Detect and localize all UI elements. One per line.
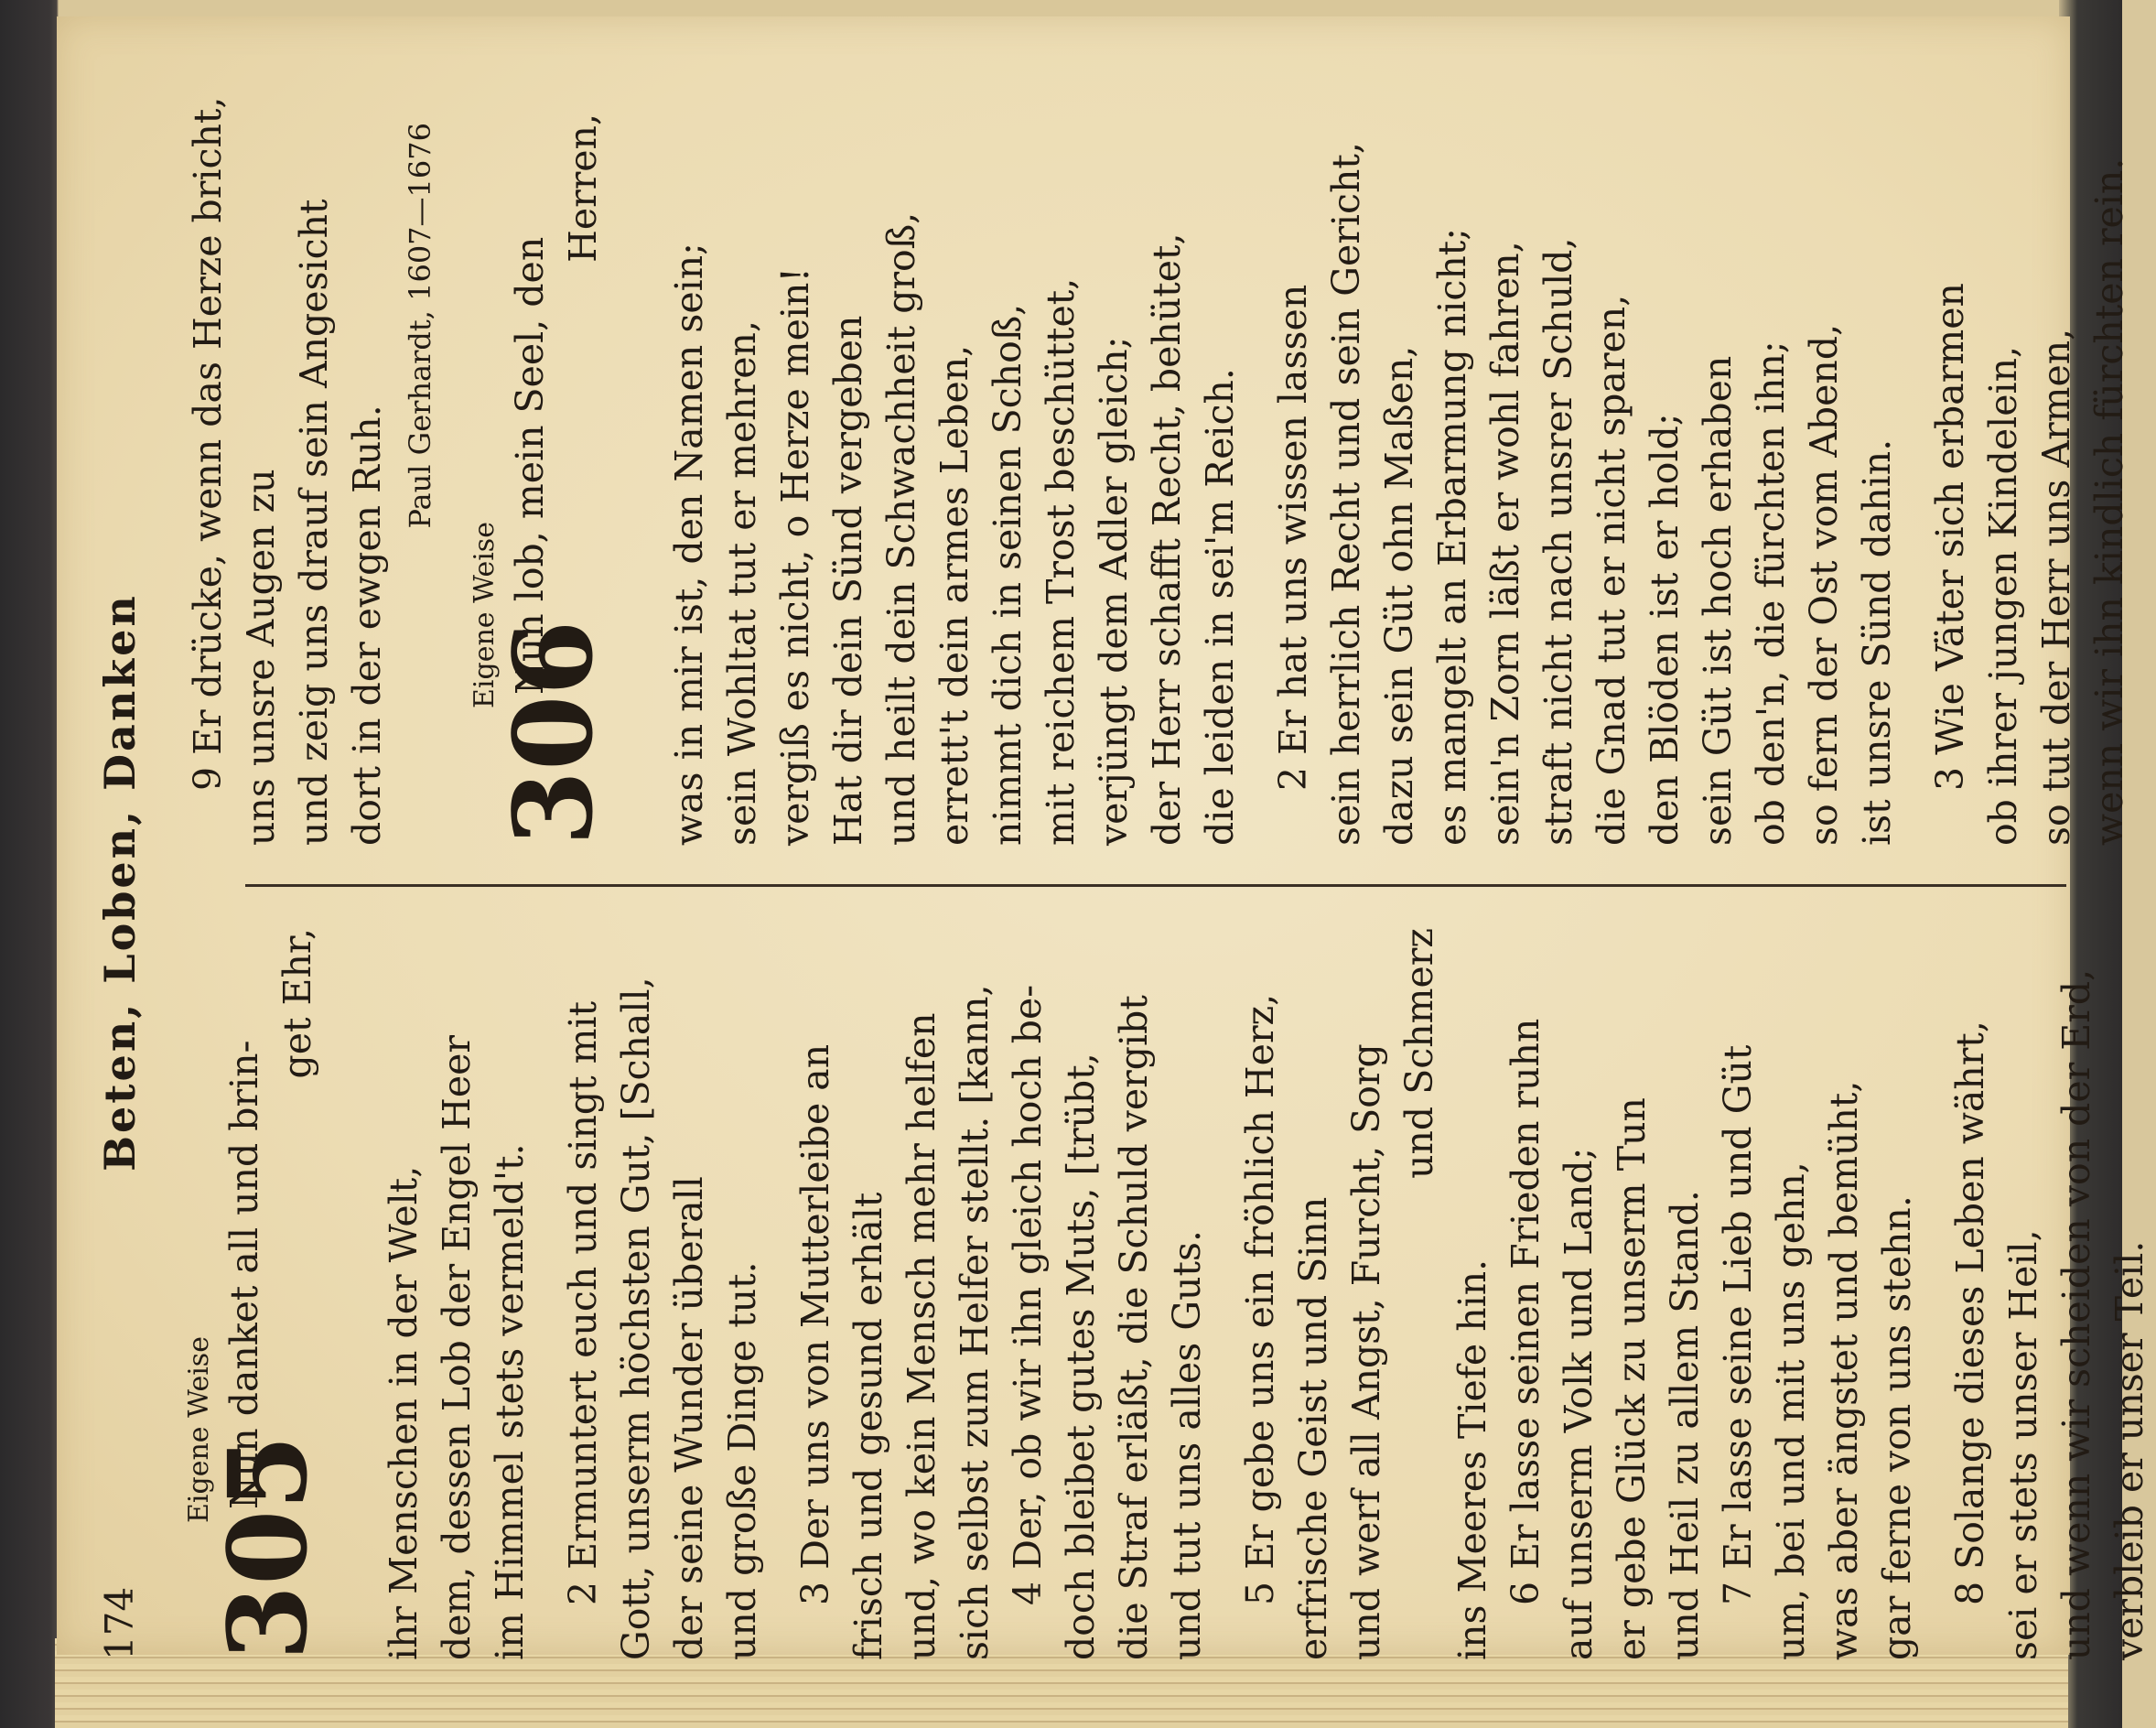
verse-line: vergiß es nicht, o Herze mein! [773, 267, 817, 846]
verse-line: und tut uns alles Guts. [1165, 1229, 1209, 1660]
verse-line: verjüngt dem Adler gleich; [1092, 336, 1136, 846]
verse-line: und zeig uns drauf sein Angesicht [292, 199, 336, 846]
verse-line: und Heil zu allem Stand. [1663, 1190, 1707, 1660]
verse-line: sei er stets unser Heil, [2001, 1229, 2045, 1660]
verse-line: und wenn wir scheiden von der Erd, [2054, 968, 2098, 1660]
verse-line: wenn wir ihn kindlich fürchten rein. [2087, 157, 2131, 846]
hymn-306-opening [490, 113, 663, 846]
verse-line: der seine Wunder überall [667, 1176, 711, 1660]
verse-line: get Ehr, [275, 928, 319, 1079]
verse-line: 3 Der uns von Mutterleibe an [793, 1043, 837, 1605]
page-header [90, 95, 172, 1669]
page-content [90, 95, 2151, 1669]
verse-line: die Gnad tut er nicht sparen, [1590, 294, 1633, 846]
verse-line: frisch und gesund erhält [846, 1192, 890, 1660]
verse-line: sein'n Zorn läßt er wohl fahren, [1483, 241, 1527, 846]
hymn-number: 306 [490, 620, 617, 846]
verse-line: doch bleibet gutes Muts, [trübt, [1059, 1053, 1103, 1660]
verse-line: der Herr schafft Recht, behütet, [1145, 232, 1189, 846]
running-head: Beten, Loben, Danken [95, 593, 145, 1172]
verse-line: 4 Der, ob wir ihn gleich hoch be- [1006, 984, 1050, 1605]
verse-line: Nun lob, mein Seel, den [508, 236, 552, 695]
column-divider [245, 884, 2066, 887]
verse-line: im Himmel stets vermeld't. [488, 1143, 532, 1660]
verse-line: ins Meeres Tiefe hin. [1450, 1258, 1494, 1660]
author-attribution: Paul Gerhardt, 1607—1676 [403, 123, 437, 529]
hymn-305-opening [204, 928, 377, 1660]
verse-line: 5 Er gebe uns ein fröhlich Herz, [1238, 993, 1282, 1605]
verse-line: 2 Ermuntert euch und singt mit [561, 1000, 605, 1605]
verse-line: nimmt dich in seinen Schoß, [986, 303, 1029, 846]
verse-line: straft nicht nach unsrer Schuld, [1536, 237, 1580, 846]
verse-line: und große Dinge tut. [720, 1261, 764, 1660]
verse-line: so fern der Ost vom Abend, [1802, 323, 1846, 846]
verse-line: 3 Wie Väter sich erbarmen [1928, 283, 1972, 791]
hymn-number: 305 [204, 1434, 331, 1660]
verse-line: was aber ängstet und bemüht, [1822, 1080, 1866, 1660]
verse-line: die leiden in sei'm Reich. [1198, 368, 1242, 846]
melody-note: Eigene Weise [469, 522, 501, 708]
verse-line: und werf all Angst, Furcht, Sorg [1344, 1043, 1388, 1660]
verse-line: Gott, unserm höchsten Gut, [Schall, [614, 977, 658, 1660]
verse-line: und, wo kein Mensch mehr helfen [900, 1012, 943, 1660]
verse-line: 2 Er hat uns wissen lassen [1271, 284, 1315, 791]
verse-line: er gebe Glück zu unserm Tun [1610, 1097, 1654, 1660]
verse-line: und heilt dein Schwachheit groß, [879, 211, 923, 846]
verse-line: sein Güt ist hoch erhaben [1696, 355, 1740, 846]
verse-line: gar ferne von uns stehn. [1875, 1195, 1919, 1660]
verse-line: Herren, [561, 113, 605, 263]
verse-line: dort in der ewgen Ruh. [345, 405, 389, 846]
verse-line: 9 Er drücke, wenn das Herze bricht, [186, 96, 230, 791]
verse-line: uns unsre Augen zu [239, 469, 283, 846]
melody-note: Eigene Weise [183, 1336, 215, 1523]
verse-line: sein Wohltat tut er mehren, [720, 320, 764, 846]
verse-line: erfrische Geist und Sinn [1291, 1196, 1335, 1660]
verse-line: ob den'n, die fürchten ihn; [1749, 340, 1793, 846]
verse-line: 7 Er lasse seine Lieb und Güt [1716, 1044, 1760, 1605]
left-column [181, 928, 2156, 1660]
page-number: 174 [97, 1586, 142, 1660]
verse-line: Nun danket all und brin- [222, 1040, 266, 1509]
verse-line: auf unserm Volk und Land; [1557, 1147, 1601, 1660]
verse-line: sich selbst zum Helfer stellt. [kann, [953, 984, 997, 1660]
verse-line: dem, dessen Lob der Engel Heer [435, 1035, 479, 1660]
verse-line: Hat dir dein Sünd vergeben [826, 315, 870, 846]
verse-line: um, bei und mit uns gehn, [1769, 1161, 1813, 1660]
verse-line: was in mir ist, den Namen sein; [667, 243, 711, 846]
verse-line: und Schmerz [1397, 928, 1441, 1179]
verse-line: ihr Menschen in der Welt, [382, 1165, 426, 1660]
right-column [181, 96, 2136, 846]
verse-line: 6 Er lasse seinen Frieden ruhn [1504, 1018, 1547, 1605]
verse-line: die Straf erläßt, die Schuld vergibt [1112, 995, 1156, 1660]
verse-line: verbleib er unser Teil. [2107, 1240, 2151, 1660]
verse-line: mit reichem Trost beschüttet, [1039, 277, 1083, 846]
verse-line: sein herrlich Recht und sein Gericht, [1324, 142, 1368, 846]
verse-line: so tut der Herr uns Armen, [2034, 328, 2078, 846]
verse-line: 8 Solange dieses Leben währt, [1948, 1021, 1992, 1605]
verse-line: ob ihrer jungen Kindelein, [1981, 345, 2025, 846]
book-page [57, 16, 2151, 1660]
verse-line: ist unsre Sünd dahin. [1855, 438, 1899, 846]
verse-line: es mangelt an Erbarmung nicht; [1430, 227, 1474, 846]
verse-line: dazu sein Güt ohn Maßen, [1377, 345, 1421, 846]
verse-line: errett't dein armes Leben, [932, 344, 976, 846]
verse-line: den Blöden ist er hold; [1643, 413, 1687, 846]
